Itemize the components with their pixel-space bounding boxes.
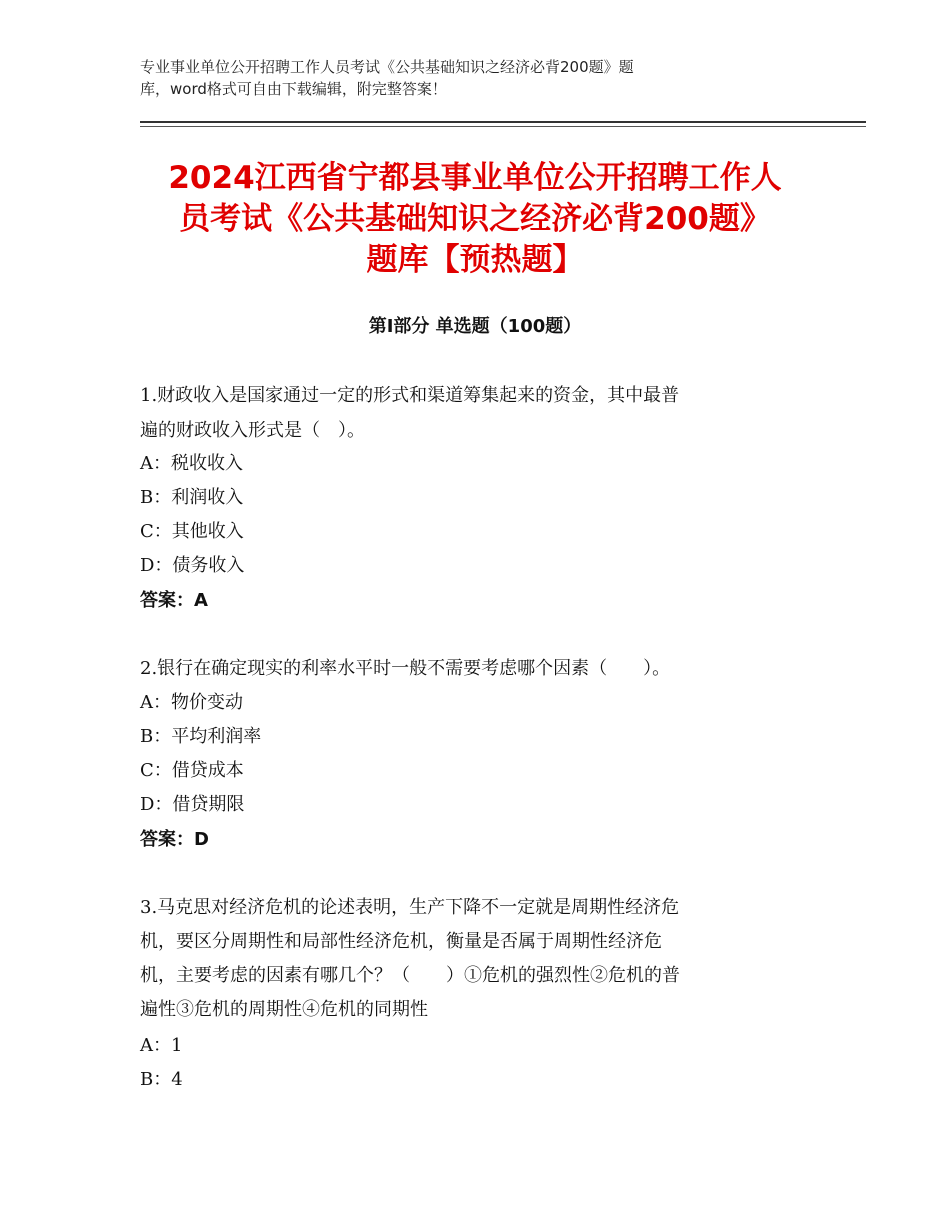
question-1-stem-line: 遍的财政收入形式是（ ）。 — [140, 420, 365, 441]
header-note-line: 专业事业单位公开招聘工作人员考试《公共基础知识之经济必背200题》题 — [140, 58, 634, 76]
title-line: 题库【预热题】 — [366, 242, 584, 278]
question-2-option-d: D：借贷期限 — [140, 794, 245, 815]
question-3-option-b: B：4 — [140, 1069, 183, 1090]
header-rule-thick — [140, 121, 866, 123]
question-1-option-b: B：利润收入 — [140, 487, 244, 508]
question-1-option-c: C：其他收入 — [140, 521, 244, 542]
question-2-option-a: A：物价变动 — [140, 692, 243, 713]
title-line: 2024江西省宁都县事业单位公开招聘工作人 — [168, 160, 782, 196]
question-2-option-c: C：借贷成本 — [140, 760, 244, 781]
question-2-answer: 答案：D — [140, 829, 209, 850]
header-note — [140, 56, 780, 100]
question-3-stem-line: 3.马克思对经济危机的论述表明，生产下降不一定就是周期性经济危 — [140, 897, 680, 918]
title-line: 员考试《公共基础知识之经济必背200题》 — [179, 201, 771, 237]
document-title — [120, 158, 830, 281]
question-3-stem-line: 遍性③危机的周期性④危机的同期性 — [140, 999, 428, 1020]
question-2-option-b: B：平均利润率 — [140, 726, 262, 747]
question-1-option-d: D：债务收入 — [140, 555, 245, 576]
question-1-stem-line: 1.财政收入是国家通过一定的形式和渠道筹集起来的资金，其中最普 — [140, 385, 680, 406]
question-1-answer: 答案：A — [140, 590, 208, 611]
question-3-option-a: A：1 — [140, 1035, 183, 1056]
question-3-stem-line: 机，要区分周期性和局部性经济危机，衡量是否属于周期性经济危 — [140, 931, 662, 952]
question-1-option-a: A：税收收入 — [140, 453, 243, 474]
question-3-stem-line: 机，主要考虑的因素有哪几个？（ ）①危机的强烈性②危机的普 — [140, 965, 680, 986]
section-heading: 第Ⅰ部分 单选题（100题） — [368, 316, 582, 337]
header-rule-thin — [140, 126, 866, 127]
header-note-line: 库，word格式可自由下载编辑，附完整答案！ — [140, 80, 447, 98]
question-2-stem-line: 2.银行在确定现实的利率水平时一般不需要考虑哪个因素（ ）。 — [140, 658, 671, 679]
